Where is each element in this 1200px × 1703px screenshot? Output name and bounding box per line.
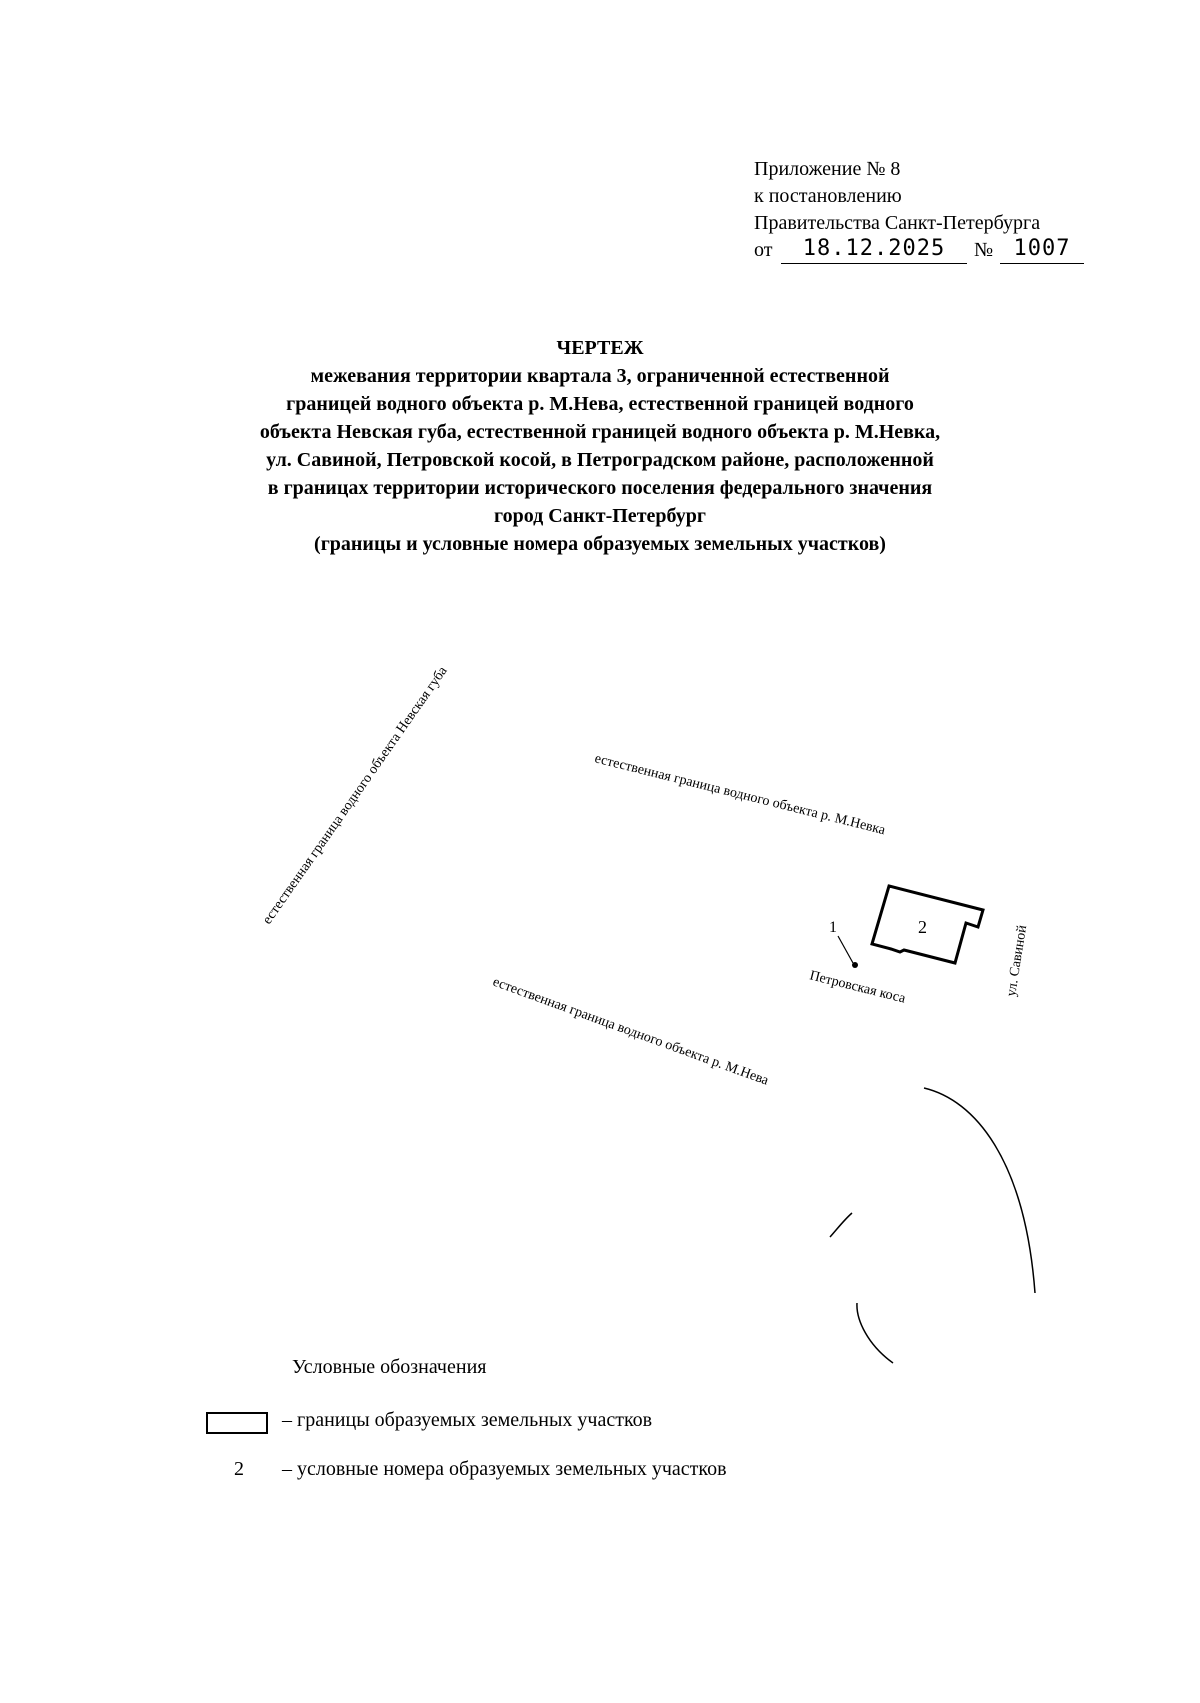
government-name: Правительства Санкт-Петербурга: [754, 212, 1041, 234]
title-line-4: ул. Савиной, Петровской косой, в Петроградском районе, расположенной: [266, 449, 934, 471]
petrovskaya-kosa-label: Петровская коса: [808, 968, 907, 1007]
savinoy-street-label: ул. Савиной: [1004, 924, 1031, 998]
legend-boundaries-text: – границы образуемых земельных участков: [282, 1409, 653, 1431]
title-line-3: объекта Невская губа, естественной границей водного объекта р. М.Невка,: [259, 421, 941, 443]
m-nevka-label: естественная граница водного объекта р. М.Невка: [593, 751, 887, 839]
parcel-2-number: 2: [918, 917, 927, 937]
title-line-1: межевания территории квартала 3, ограниченной естественной: [310, 365, 890, 387]
parcel-1-number: 1: [829, 919, 837, 936]
legend-title: Условные обозначения: [292, 1356, 487, 1378]
decree-number: 1007: [1000, 235, 1084, 264]
parcel-1-leader-line: [838, 936, 853, 963]
appendix-number: Приложение № 8: [754, 158, 901, 180]
title-main: ЧЕРТЕЖ: [556, 337, 644, 359]
parcel-1-point: [852, 962, 858, 968]
from-label: от: [754, 239, 773, 261]
number-sign: №: [974, 239, 994, 261]
legend-numbers-text: – условные номера образуемых земельных участков: [282, 1458, 727, 1480]
nevskaya-guba-label: естественная граница водного объекта Невская губа: [259, 663, 451, 928]
decree-reference: к постановлению: [754, 185, 902, 207]
boundary-rectangle-icon: [206, 1412, 268, 1434]
title-line-2: границей водного объекта р. М.Нева, естественной границей водного: [286, 393, 914, 415]
contour-arc-small: [830, 1213, 852, 1237]
m-neva-label: естественная граница водного объекта р. М.Нева: [490, 974, 771, 1089]
title-line-5: в границах территории исторического поселения федерального значения: [267, 477, 933, 499]
parcel-2-boundary: [872, 886, 983, 963]
contour-arc-lower: [857, 1303, 893, 1363]
title-line-6: город Санкт-Петербург: [494, 505, 706, 527]
legend-number-symbol: 2: [234, 1458, 244, 1480]
decree-date: 18.12.2025: [781, 235, 967, 264]
title-line-7: (границы и условные номера образуемых земельных участков): [314, 533, 886, 555]
contour-arc-upper: [924, 1088, 1035, 1293]
